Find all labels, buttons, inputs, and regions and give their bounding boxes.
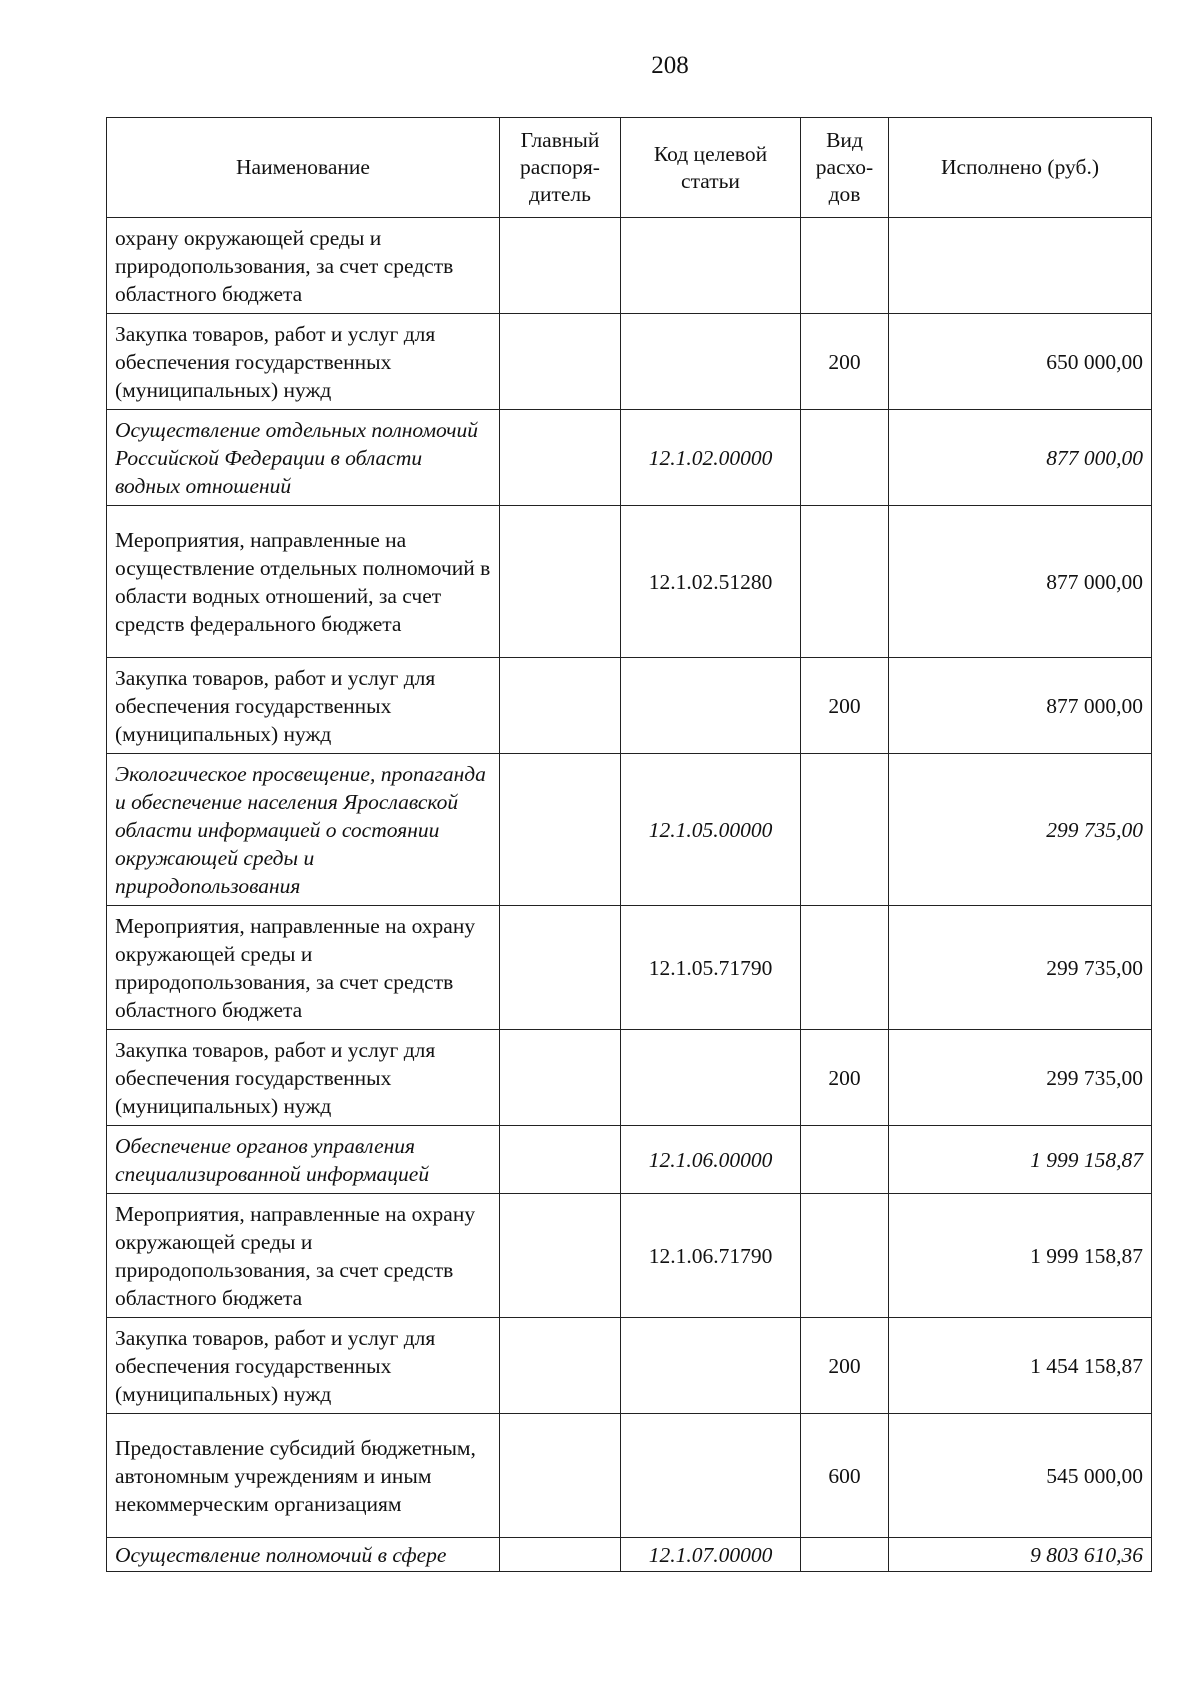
cell-code: 12.1.05.00000 bbox=[621, 754, 801, 906]
cell-admin bbox=[500, 1126, 621, 1194]
cell-admin bbox=[500, 658, 621, 754]
cell-code: 12.1.02.00000 bbox=[621, 410, 801, 506]
cell-code bbox=[621, 658, 801, 754]
header-name: Наименование bbox=[107, 118, 500, 218]
cell-amount: 877 000,00 bbox=[889, 410, 1152, 506]
cell-amount: 299 735,00 bbox=[889, 1030, 1152, 1126]
table-row bbox=[107, 218, 1152, 314]
cell-amount: 650 000,00 bbox=[889, 314, 1152, 410]
cell-amount: 877 000,00 bbox=[889, 506, 1152, 658]
cell-admin bbox=[500, 1030, 621, 1126]
header-code: Код целевой статьи bbox=[621, 118, 801, 218]
cell-admin bbox=[500, 410, 621, 506]
cell-amount bbox=[889, 218, 1152, 314]
header-amount: Исполнено (руб.) bbox=[889, 118, 1152, 218]
cell-admin bbox=[500, 218, 621, 314]
cell-name: Экологическое просвещение, пропаганда и обеспечение населения Ярославской области информацией о состоянии окружающей среды и природопользования bbox=[107, 754, 500, 906]
cell-name: Закупка товаров, работ и услуг для обеспечения государственных (муниципальных) нужд bbox=[107, 658, 500, 754]
cell-name: охрану окружающей среды и природопользования, за счет средств областного бюджета bbox=[107, 218, 500, 314]
cell-kind bbox=[801, 1194, 889, 1318]
cell-admin bbox=[500, 1414, 621, 1538]
cell-name: Закупка товаров, работ и услуг для обеспечения государственных (муниципальных) нужд bbox=[107, 1030, 500, 1126]
cell-kind bbox=[801, 1126, 889, 1194]
table-row bbox=[107, 754, 1152, 906]
cell-code: 12.1.06.00000 bbox=[621, 1126, 801, 1194]
cell-name: Закупка товаров, работ и услуг для обеспечения государственных (муниципальных) нужд bbox=[107, 1318, 500, 1414]
table-row bbox=[107, 410, 1152, 506]
table-row bbox=[107, 1194, 1152, 1318]
cell-admin bbox=[500, 314, 621, 410]
header-admin: Главный распоря-дитель bbox=[500, 118, 621, 218]
cell-name: Осуществление отдельных полномочий Российской Федерации в области водных отношений bbox=[107, 410, 500, 506]
table-row bbox=[107, 1318, 1152, 1414]
cell-name: Предоставление субсидий бюджетным, автономным учреждениям и иным некоммерческим организациям bbox=[107, 1414, 500, 1538]
cell-kind: 200 bbox=[801, 1030, 889, 1126]
page-number: 208 bbox=[651, 52, 689, 79]
table-header-row bbox=[107, 118, 1152, 218]
table-body bbox=[107, 218, 1152, 1572]
cell-kind: 200 bbox=[801, 314, 889, 410]
cell-amount: 1 999 158,87 bbox=[889, 1126, 1152, 1194]
cell-code: 12.1.06.71790 bbox=[621, 1194, 801, 1318]
cell-code bbox=[621, 218, 801, 314]
cell-code: 12.1.02.51280 bbox=[621, 506, 801, 658]
cell-code: 12.1.07.00000 bbox=[621, 1538, 801, 1572]
cell-kind: 200 bbox=[801, 1318, 889, 1414]
cell-admin bbox=[500, 1318, 621, 1414]
cell-code bbox=[621, 1030, 801, 1126]
cell-amount: 1 454 158,87 bbox=[889, 1318, 1152, 1414]
cell-amount: 9 803 610,36 bbox=[889, 1538, 1152, 1572]
table-row bbox=[107, 1414, 1152, 1538]
table-row bbox=[107, 1126, 1152, 1194]
cell-kind bbox=[801, 906, 889, 1030]
table-row bbox=[107, 506, 1152, 658]
cell-name: Мероприятия, направленные на охрану окружающей среды и природопользования, за счет средств областного бюджета bbox=[107, 906, 500, 1030]
header-kind: Вид расхо-дов bbox=[801, 118, 889, 218]
cell-name: Закупка товаров, работ и услуг для обеспечения государственных (муниципальных) нужд bbox=[107, 314, 500, 410]
cell-kind bbox=[801, 506, 889, 658]
table-row bbox=[107, 1030, 1152, 1126]
table-row bbox=[107, 1538, 1152, 1572]
cell-kind bbox=[801, 754, 889, 906]
cell-kind bbox=[801, 218, 889, 314]
cell-amount: 877 000,00 bbox=[889, 658, 1152, 754]
cell-admin bbox=[500, 906, 621, 1030]
cell-kind bbox=[801, 1538, 889, 1572]
cell-name: Обеспечение органов управления специализированной информацией bbox=[107, 1126, 500, 1194]
cell-code bbox=[621, 1414, 801, 1538]
cell-amount: 299 735,00 bbox=[889, 906, 1152, 1030]
cell-name: Мероприятия, направленные на осуществление отдельных полномочий в области водных отношений, за счет средств федерального бюджета bbox=[107, 506, 500, 658]
cell-admin bbox=[500, 754, 621, 906]
cell-admin bbox=[500, 506, 621, 658]
cell-name: Осуществление полномочий в сфере bbox=[107, 1538, 500, 1572]
table-row bbox=[107, 906, 1152, 1030]
cell-kind bbox=[801, 410, 889, 506]
cell-admin bbox=[500, 1194, 621, 1318]
cell-kind: 600 bbox=[801, 1414, 889, 1538]
cell-admin bbox=[500, 1538, 621, 1572]
cell-code bbox=[621, 1318, 801, 1414]
cell-code: 12.1.05.71790 bbox=[621, 906, 801, 1030]
cell-amount: 1 999 158,87 bbox=[889, 1194, 1152, 1318]
cell-name: Мероприятия, направленные на охрану окружающей среды и природопользования, за счет средств областного бюджета bbox=[107, 1194, 500, 1318]
cell-code bbox=[621, 314, 801, 410]
cell-kind: 200 bbox=[801, 658, 889, 754]
cell-amount: 299 735,00 bbox=[889, 754, 1152, 906]
table-row bbox=[107, 314, 1152, 410]
budget-table bbox=[106, 117, 1152, 1572]
table-row bbox=[107, 658, 1152, 754]
cell-amount: 545 000,00 bbox=[889, 1414, 1152, 1538]
